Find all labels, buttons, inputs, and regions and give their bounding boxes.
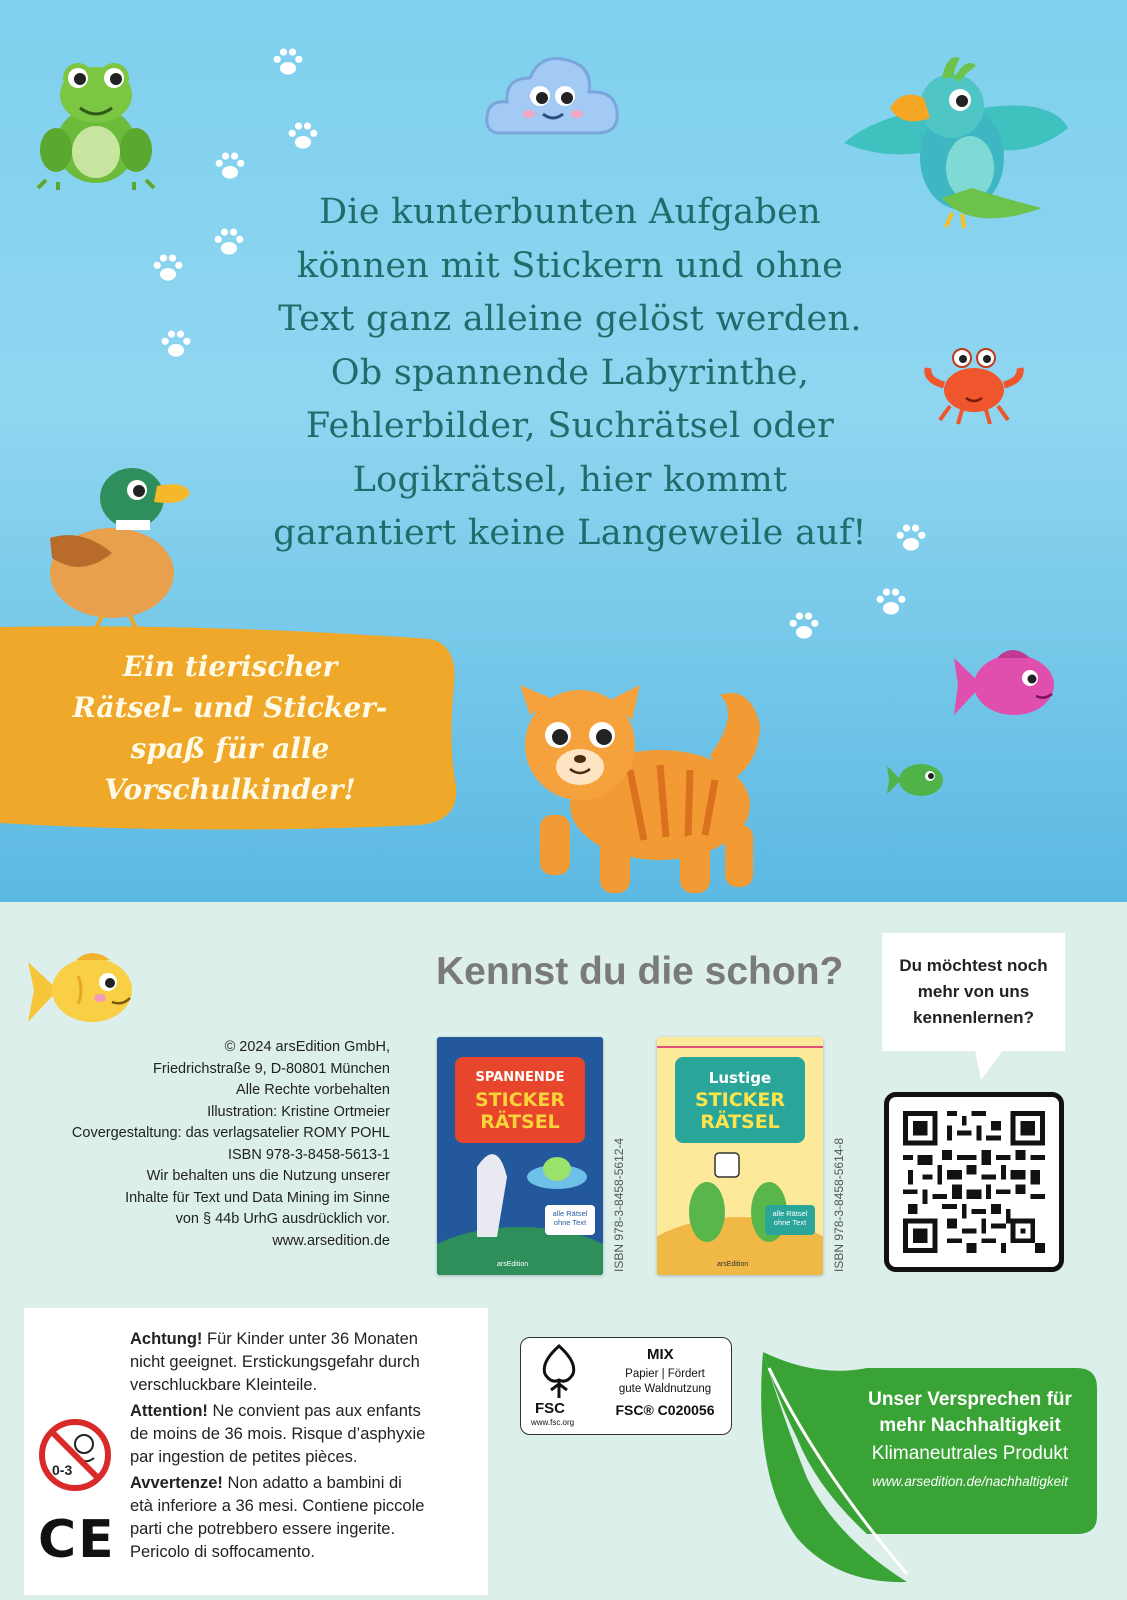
imprint-line: Illustration: Kristine Ortmeier — [207, 1103, 390, 1120]
imprint-text — [40, 1037, 390, 1252]
bubble-line: kennenlernen? — [913, 1008, 1034, 1027]
warning-line: età inferiore a 36 mesi. Contiene piccole — [130, 1497, 425, 1515]
banner-line: Vorschulkinder! — [104, 773, 356, 806]
imprint-line: Covergestaltung: das verlagsatelier ROMY POHL — [71, 1125, 390, 1141]
warning-line: nicht geeignet. Erstickungsgefahr durch — [130, 1353, 420, 1371]
paw-print-icon — [212, 148, 248, 184]
warning-line: Für Kinder unter 36 Monaten — [202, 1330, 418, 1348]
warning-label: Attention! — [130, 1402, 208, 1420]
pink-fish-icon — [952, 640, 1062, 730]
warning-line: verschluckbare Kleinteile. — [130, 1376, 318, 1394]
banner-line: Ein tierischer — [122, 650, 338, 683]
imprint-line: ISBN 978-3-8458-5613-1 — [227, 1146, 390, 1163]
description-text — [240, 186, 900, 561]
warning-line: Ne convient pas aux enfants — [207, 1402, 421, 1420]
duck-icon — [42, 458, 192, 630]
sustainability-text — [850, 1387, 1090, 1495]
sustainability-line: Klimaneutrales Produkt — [871, 1443, 1069, 1464]
book-title-line: STICKER — [475, 1089, 565, 1111]
fsc-code: FSC® C020056 — [615, 1402, 715, 1418]
fsc-line: gute Waldnutzung — [618, 1383, 712, 1395]
paw-print-icon — [158, 326, 194, 362]
banner-line: Rätsel- und Sticker- — [72, 691, 388, 724]
yellow-fish-icon — [26, 946, 138, 1034]
imprint-website[interactable]: www.arsedition.de — [272, 1232, 390, 1249]
frog-icon — [36, 50, 156, 190]
sustainability-line: Unser Versprechen für — [868, 1389, 1072, 1410]
book-title-line: RÄTSEL — [480, 1111, 560, 1133]
crab-icon — [922, 340, 1027, 430]
green-fish-icon — [885, 758, 947, 802]
book-badge-line: alle Rätsel — [552, 1209, 588, 1218]
imprint-line: Wir behalten uns die Nutzung unserer — [146, 1168, 390, 1184]
banner-line: spaß für alle — [130, 732, 330, 765]
bubble-line: mehr von uns — [917, 982, 1030, 1001]
warning-label: Achtung! — [130, 1330, 203, 1348]
fsc-mix: MIX — [647, 1346, 674, 1363]
description-line: Logikrätsel, hier kommt — [352, 459, 788, 500]
book-cover-lustige-sticker-raetsel[interactable] — [657, 1037, 823, 1275]
description-line: Ob spannende Labyrinthe, — [330, 352, 810, 393]
book-badge-line: ohne Text — [773, 1218, 807, 1227]
paw-print-icon — [786, 608, 822, 644]
fsc-label — [520, 1337, 732, 1435]
imprint-line: © 2024 arsEdition GmbH, — [224, 1039, 390, 1055]
ce-mark-icon: CE — [38, 1510, 116, 1570]
fsc-logo-text: FSC — [535, 1400, 565, 1417]
description-line: garantiert keine Langeweile auf! — [273, 513, 867, 553]
description-line: Die kunterbunten Aufgaben — [318, 192, 822, 232]
description-line: können mit Stickern und ohne — [296, 245, 844, 286]
sustainability-url[interactable]: www.arsedition.de/nachhaltigkeit — [872, 1474, 1068, 1489]
book-badge-line: alle Rätsel — [772, 1209, 808, 1218]
speech-bubble-text — [882, 953, 1065, 1031]
paw-print-icon — [150, 250, 186, 286]
paw-print-icon — [285, 118, 321, 154]
book-publisher: arsEdition — [497, 1261, 529, 1268]
cat-icon — [510, 685, 770, 901]
qr-code[interactable] — [884, 1092, 1064, 1272]
safety-warning-text — [130, 1325, 480, 1567]
speech-bubble-tail-icon — [975, 1050, 1003, 1080]
book-publisher: arsEdition — [717, 1261, 749, 1268]
book-title-line: SPANNENDE — [475, 1070, 565, 1085]
cloud-icon — [485, 48, 620, 140]
warning-line: par ingestion de petites pièces. — [130, 1448, 358, 1466]
fsc-tree-logo-icon — [533, 1344, 585, 1400]
bubble-line: Du möchtest noch — [899, 956, 1048, 975]
paw-print-icon — [873, 584, 909, 620]
no-under-3-icon — [38, 1418, 112, 1492]
warning-line: Pericolo di soffocamento. — [130, 1543, 315, 1561]
warning-line: de moins de 36 mois. Risque d’asphyxie — [130, 1425, 426, 1443]
warning-label: Avvertenze! — [130, 1474, 223, 1492]
book-cover-spannende-sticker-raetsel[interactable] — [437, 1037, 603, 1275]
qr-code-icon — [903, 1111, 1045, 1253]
imprint-line: Inhalte für Text und Data Mining im Sinne — [125, 1189, 390, 1206]
paw-print-icon — [270, 44, 306, 80]
imprint-line: Friedrichstraße 9, D-80801 München — [153, 1060, 390, 1077]
book-isbn: ISBN 978-3-8458-5614-8 — [832, 1137, 846, 1272]
book-isbn: ISBN 978-3-8458-5612-4 — [612, 1137, 626, 1272]
banner-text — [40, 646, 420, 810]
age-symbol-label: 0-3 — [52, 1462, 73, 1478]
warning-line: Non adatto a bambini di — [222, 1474, 402, 1492]
recommendation-heading: Kennst du die schon? — [436, 950, 844, 993]
book-title-line: RÄTSEL — [700, 1111, 780, 1133]
fsc-line: Papier | Fördert — [625, 1368, 705, 1380]
book-badge-line: ohne Text — [553, 1218, 587, 1227]
sustainability-line: mehr Nachhaltigkeit — [879, 1415, 1061, 1436]
imprint-line: von § 44b UrhG ausdrücklich vor. — [175, 1211, 390, 1227]
description-line: Fehlerbilder, Suchrätsel oder — [305, 406, 835, 446]
book-title-line: STICKER — [695, 1089, 785, 1111]
imprint-line: Alle Rechte vorbehalten — [236, 1082, 390, 1098]
description-line: Text ganz alleine gelöst werden. — [278, 299, 862, 339]
warning-line: parti che potrebbero essere ingerite. — [130, 1520, 396, 1538]
fsc-url: www.fsc.org — [531, 1418, 575, 1427]
book-title-line: Lustige — [708, 1069, 772, 1087]
